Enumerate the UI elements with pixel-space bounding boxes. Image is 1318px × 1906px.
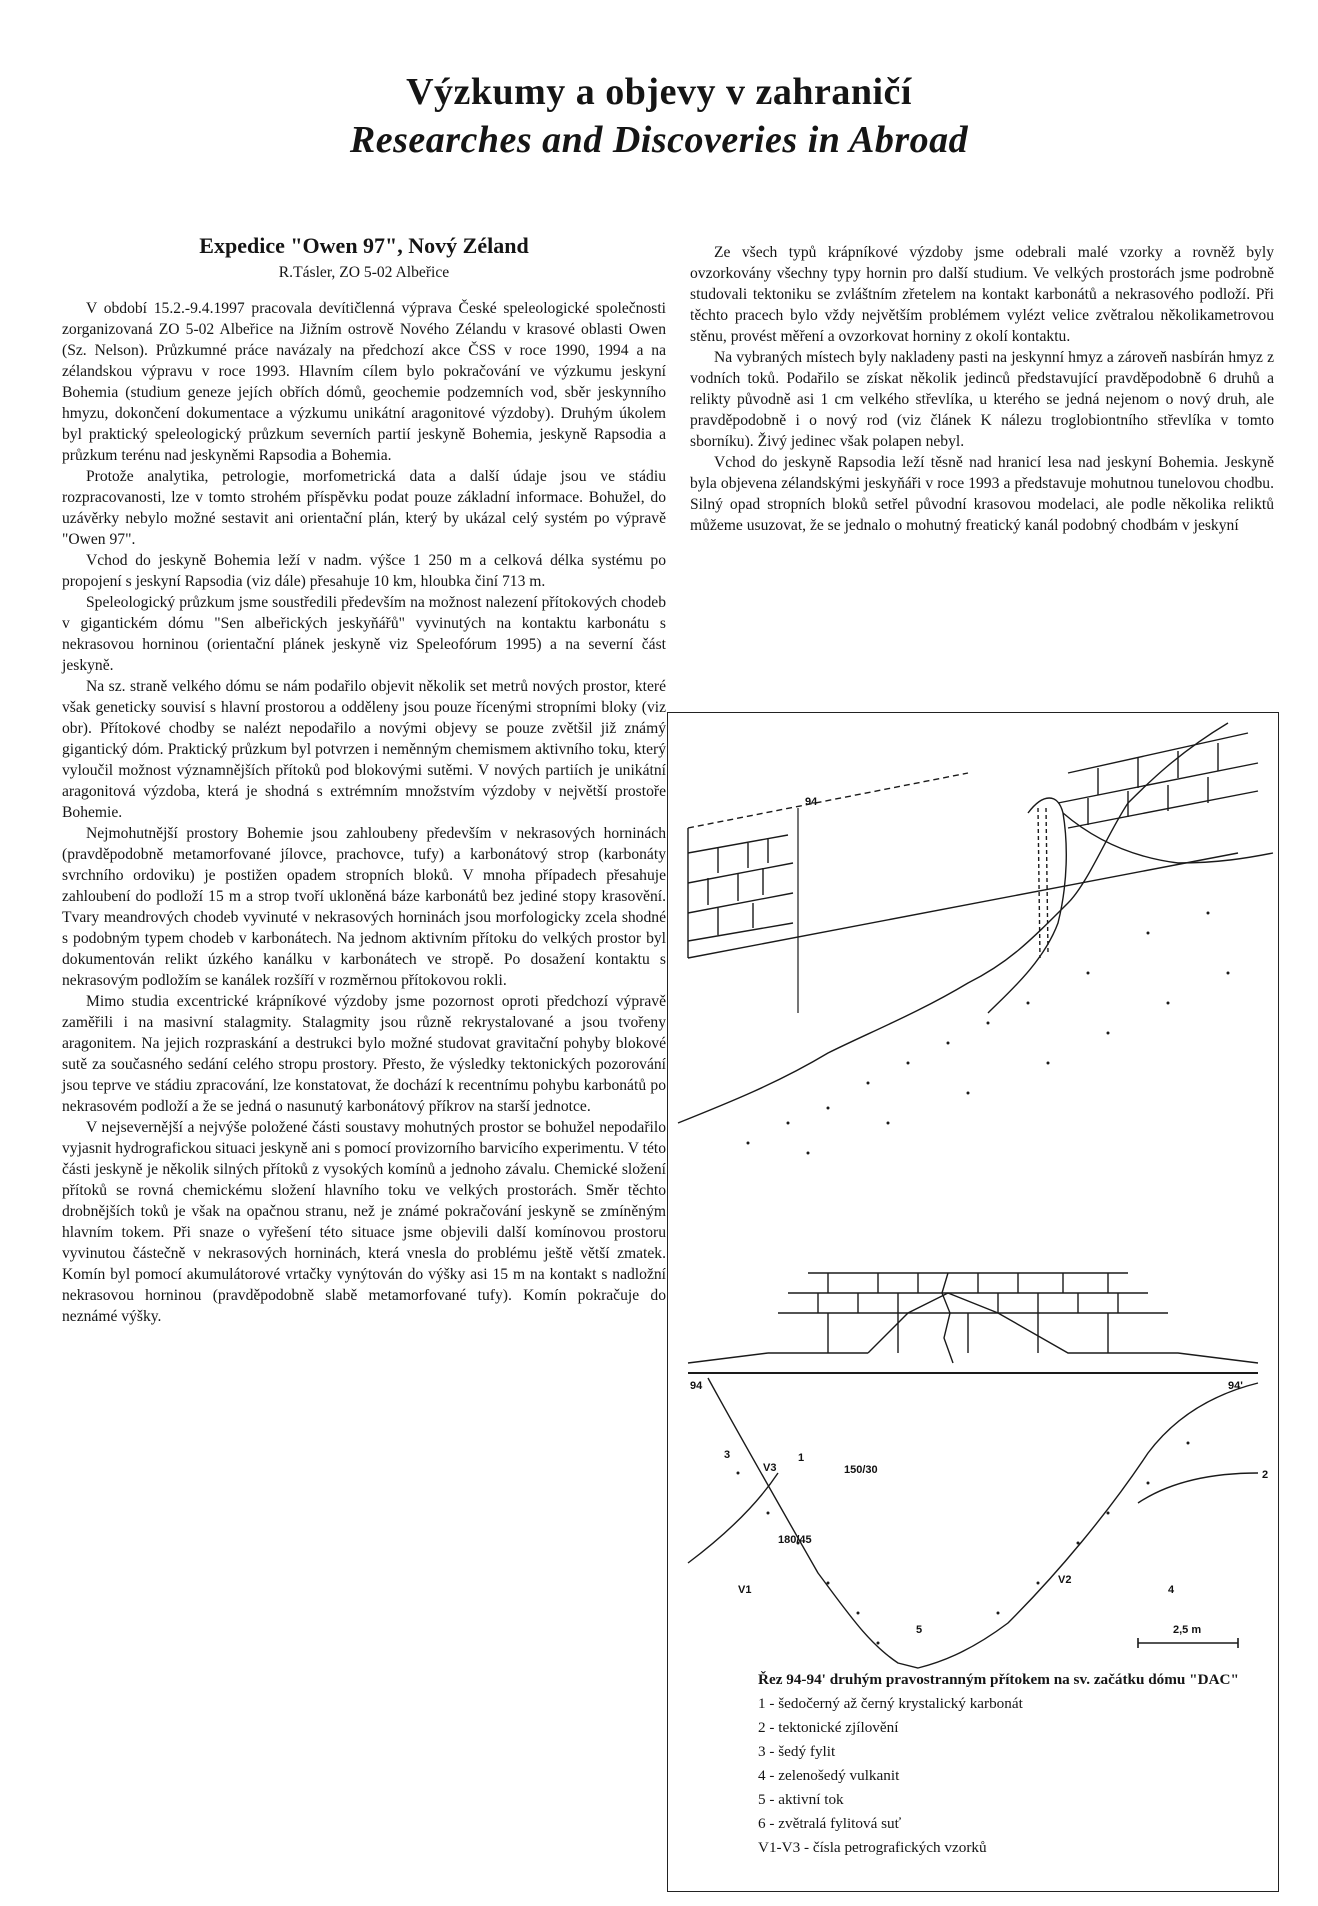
- label-v1: V1: [738, 1584, 752, 1596]
- figure-caption: [758, 1668, 1258, 1860]
- legend-item: V1-V3 - čísla petrografických vzorků: [758, 1839, 987, 1856]
- label-v2: V2: [1058, 1574, 1072, 1586]
- legend-item: 4 - zelenošedý vulkanit: [758, 1767, 900, 1784]
- legend-item: 2 - tektonické zjílovění: [758, 1719, 899, 1736]
- paragraph: Vchod do jeskyně Bohemia leží v nadm. výšce 1 250 m a celková délka systému po propojení s jeskyní Rapsodia (viz dále) přesahuje 10 km, hloubka činí 713 m.: [62, 552, 666, 590]
- label-v3: V3: [763, 1462, 777, 1474]
- legend-item: 3 - šedý fylit: [758, 1743, 836, 1760]
- paragraph: Speleologický průzkum jsme soustředili především na možnost nalezení přítokových chodeb v gigantickém dómu "Sen albeřických jeskyňářů" vyvinutých na kontaktu karbonátu s nekrasovou horninou (orientační plánek jeskyně viz Speleofórum 1995) a na severní část jeskyně.: [62, 594, 666, 674]
- caption-title: Řez 94-94' druhým pravostranným přítokem na sv. začátku dómu "DAC": [758, 1671, 1239, 1688]
- paragraph: V období 15.2.-9.4.1997 pracovala devítičlenná výprava České speleologické společnosti zorganizovaná ZO 5-02 Albeřice na Jižním ostrově Nového Zélandu v krasové oblasti Owen (Sz. Nelson). Průzkumné práce navázaly na předchozí akce ČSS v roce 1990, 1994 a na zélandskou výpravu v roce 1993. Hlavním cílem bylo pokračování ve výzkumu jeskyní Bohemia (studium geneze jejích obřích dómů, geochemie podzemních vod, sběr jeskynního hmyzu, dokončení dokumentace a výzkumu unikátní aragonitové výzdoby). Druhým úkolem byl praktický speleologický průzkum severních partií jeskyně Bohemia, jeskyně Rapsodia a průzkum terénu nad jeskyněmi Rapsodia a Bohemia.: [62, 300, 666, 464]
- section-title-czech: Výzkumy a objevy v zahraničí: [406, 71, 912, 113]
- cave-cross-section-figure: [667, 712, 1279, 1892]
- article-title: Expedice "Owen 97", Nový Zéland: [199, 233, 529, 258]
- right-column: [690, 242, 1274, 536]
- label-94-top: 94: [805, 796, 818, 808]
- label-94: 94: [690, 1380, 703, 1392]
- label-1: 1: [798, 1452, 805, 1464]
- surface-line: [678, 723, 1228, 1123]
- label-3: 3: [724, 1449, 731, 1461]
- left-column: [62, 232, 666, 1327]
- section-title-english: Researches and Discoveries in Abroad: [349, 119, 969, 161]
- label-dip-180: 180/45: [778, 1534, 812, 1546]
- paragraph: Nejmohutnější prostory Bohemie jsou zahloubeny především v nekrasových horninách (pravděpodobně metamorfované jílovce, prachovce, tufy) a karbonátový strop (karbonáty svrchního ordoviku) je postižen opadem stropních bloků. V mnoha případech přesahuje zahloubení do podloží 15 m a strop tvoří ukloněná báze karbonátů bez jediné stopy krasovění. Tvary meandrových chodeb vyvinuté v nekrasových horninách jsou morfologicky zcela shodné s podobným typem chodeb v karbonátech. Na jednom aktivním přítoku do velkých prostor byl dokumentován relikt úzkého kanálku v karbonátech ve stropě. Po dosažení kontaktu s nekrasovým podložím se kanálek rozšíří v rozměrnou přítokovou rokli.: [62, 825, 666, 989]
- label-4: 4: [1168, 1584, 1175, 1596]
- paragraph: Vchod do jeskyně Rapsodia leží těsně nad hranicí lesa nad jeskyní Bohemia. Jeskyně byla objevena zélandskými jeskyňáři v roce 1993 a představuje mohutnou tunelovou chodbu. Silný opad stropních bloků setřel původní krasovou modelaci, ale podle několika reliktů můžeme usuzovat, že se jednalo o mohutný freatický kanál podobný chodbám v jeskyní: [690, 454, 1274, 534]
- paragraph: Ze všech typů krápníkové výzdoby jsme odebrali malé vzorky a rovněž byly ovzorkovány všechny typy hornin pro další studium. Ve velkých prostorách jsme podrobně studovali tektoniku se zvláštním zřetelem na kontakt karbonátů a nekrasového podloží. Při těchto pracech bylo vždy největším problémem vylézt velice zvětralou několikametrovou stěnu, provést měření a ovzorkovat horniny z okolí kontaktu.: [690, 244, 1274, 345]
- paragraph: Na vybraných místech byly nakladeny pasti na jeskynní hmyz a zároveň nasbírán hmyz z vodních toků. Podařilo se získat několik jedinců představující pravděpodobně 6 druhů a relikty původně asi 1 cm velkého střevlíka, u kterého se jedná nejenom o nový druh, ale pravděpodobně i o nový rod (viz článek K nálezu troglobiontního střevlíka v tomto sborníku). Živý jedinec však polapen nebyl.: [690, 349, 1274, 450]
- legend-item: 1 - šedočerný až černý krystalický karbonát: [758, 1695, 1023, 1712]
- paragraph: V nejsevernější a nejvýše položené části soustavy mohutných prostor se bohužel nepodařilo vyjasnit hydrografickou situaci jeskyně ani s pomocí provizorního barvicího experimentu. V této části jeskyně je několik silných přítoků z vysokých komínů a jednoho závalu. Chemické složení přítoků se rovná chemickému složení hlavního toku ve velkých prostorách. Směr těchto drobnějších toků je však na opačnou stranu, než je známé pokračování jeskyně se zmíněným hlavním tokem. Při snaze o vyřešení této situace jsme objevili další komínovou prostoru vyvinutou částečně v nekrasových horninách, která vnesla do problému ještě větší zmatek. Komín byl pomocí akumulátorové vrtačky vynýtován do výšky asi 15 m na kontakt s nadložní nekrasovou horninou (pravděpodobně slabě metamorfované tufy). Komín pokračuje do neznámé výšky.: [62, 1119, 666, 1325]
- article-author: R.Tásler, ZO 5-02 Albeřice: [278, 264, 450, 281]
- label-scale: 2,5 m: [1173, 1624, 1202, 1636]
- legend-item: 6 - zvětralá fylitová suť: [758, 1815, 902, 1832]
- label-dip-150: 150/30: [844, 1464, 878, 1476]
- paragraph: Mimo studia excentrické krápníkové výzdoby jsme pozornost oproti předchozí výpravě zaměřili i na masivní stalagmity. Stalagmity jsou různě rekrystalované a jsou tvořeny aragonitem. Na jejich rozpraskání a destrukci bylo možné studovat gravitační pohyby blokové sutě za současného sedání celého stropu prostory. Přesto, že výsledky tektonických pozorování jsou teprve ve stádiu zpracování, lze konstatovat, že dochází k recentnímu pohybu karbonátů po nekrasovém podloží a že se jedná o nasunutý karbonátový příkrov na starší jednotce.: [62, 993, 666, 1115]
- paragraph: Protože analytika, petrologie, morfometrická data a další údaje jsou ve stádiu rozpracovanosti, lze v tomto stroh͏ém příspěvku podat pouze základní informace. Bohužel, do uzávěrky nebylo možné sestavit ani orientační plán, který by ukázal celý systém po výpravě "Owen 97".: [62, 468, 666, 548]
- label-94-prime: 94': [1228, 1380, 1243, 1392]
- label-2: 2: [1262, 1469, 1269, 1481]
- label-5: 5: [916, 1624, 923, 1636]
- paragraph: Na sz. straně velkého dómu se nám podařilo objevit několik set metrů nových prostor, které však geneticky souvisí s hlavní prostorou a odděleny jsou pouze řícenými stropními bloky (viz obr). Přítokové chodby se nalézt nepodařilo a novými objevy se pouze zvětšil již známý gigantický dóm. Praktický průzkum byl potvrzen i neměnným chemismem aktivního toku, který vyloučil možnost významnějších přítoků pod blokovými sutěmi. V nových partiích je unikátní aragonitová výzdoba, která je shodná s extrémním množstvím výzdoby v největší prostoře Bohemie.: [62, 678, 666, 821]
- legend-item: 5 - aktivní tok: [758, 1791, 844, 1808]
